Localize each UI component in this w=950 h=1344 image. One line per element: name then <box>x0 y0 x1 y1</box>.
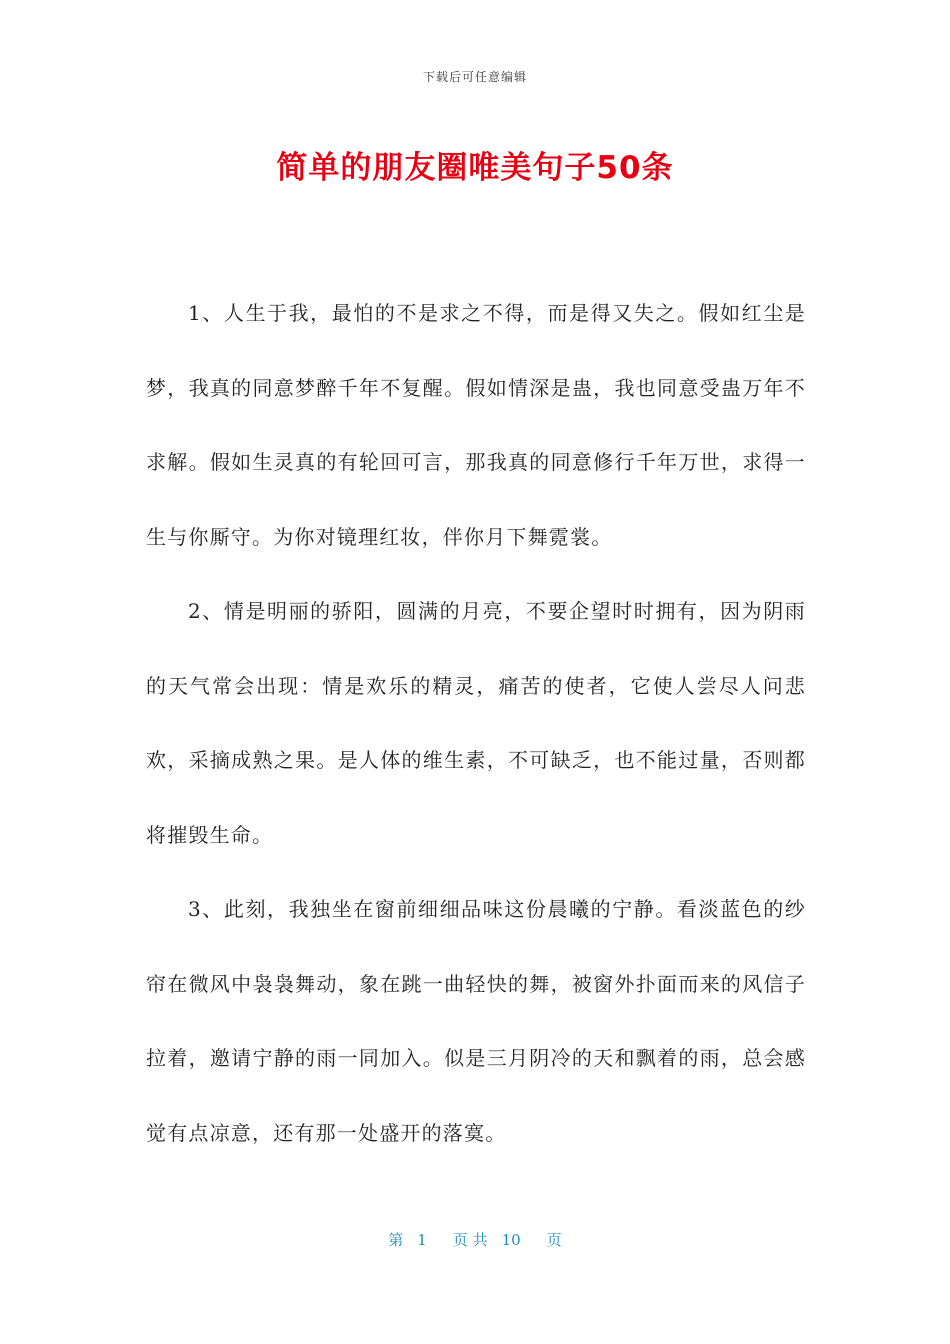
paragraph-2: 2、情是明丽的骄阳，圆满的月亮，不要企望时时拥有，因为阴雨的天气常会出现：情是欢乐的精灵，痛苦的使者，它使人尝尽人问悲欢，采摘成熟之果。是人体的维生素，不可缺乏，也不能过量，否则都将摧毁生命。 <box>146 599 806 847</box>
paragraph-3: 3、此刻，我独坐在窗前细细品味这份晨曦的宁静。看淡蓝色的纱帘在微风中袅袅舞动，象在跳一曲轻快的舞，被窗外扑面而来的风信子拉着，邀请宁静的雨一同加入。似是三月阴冷的天和飘着的雨，总会感觉有点凉意，还有那一处盛开的落寞。 <box>146 897 806 1145</box>
paragraph-1: 1、人生于我，最怕的不是求之不得，而是得又失之。假如红尘是梦，我真的同意梦醉千年不复醒。假如情深是蛊，我也同意受蛊万年不求解。假如生灵真的有轮回可言，那我真的同意修行千年万世，求得一生与你厮守。为你对镜理红妆，伴你月下舞霓裳。 <box>146 301 806 549</box>
page-current-number: 1 <box>417 1231 427 1249</box>
page-total-number: 10 <box>501 1231 521 1249</box>
document-body <box>146 276 806 1170</box>
page-label-middle: 页 共 <box>452 1231 488 1249</box>
page-label-suffix: 页 <box>546 1231 562 1249</box>
header-note: 下载后可任意编辑 <box>422 70 527 84</box>
document-title: 简单的朋友圈唯美句子50条 <box>276 150 674 186</box>
page-label-prefix: 第 <box>388 1231 404 1249</box>
page-footer <box>0 1229 950 1250</box>
